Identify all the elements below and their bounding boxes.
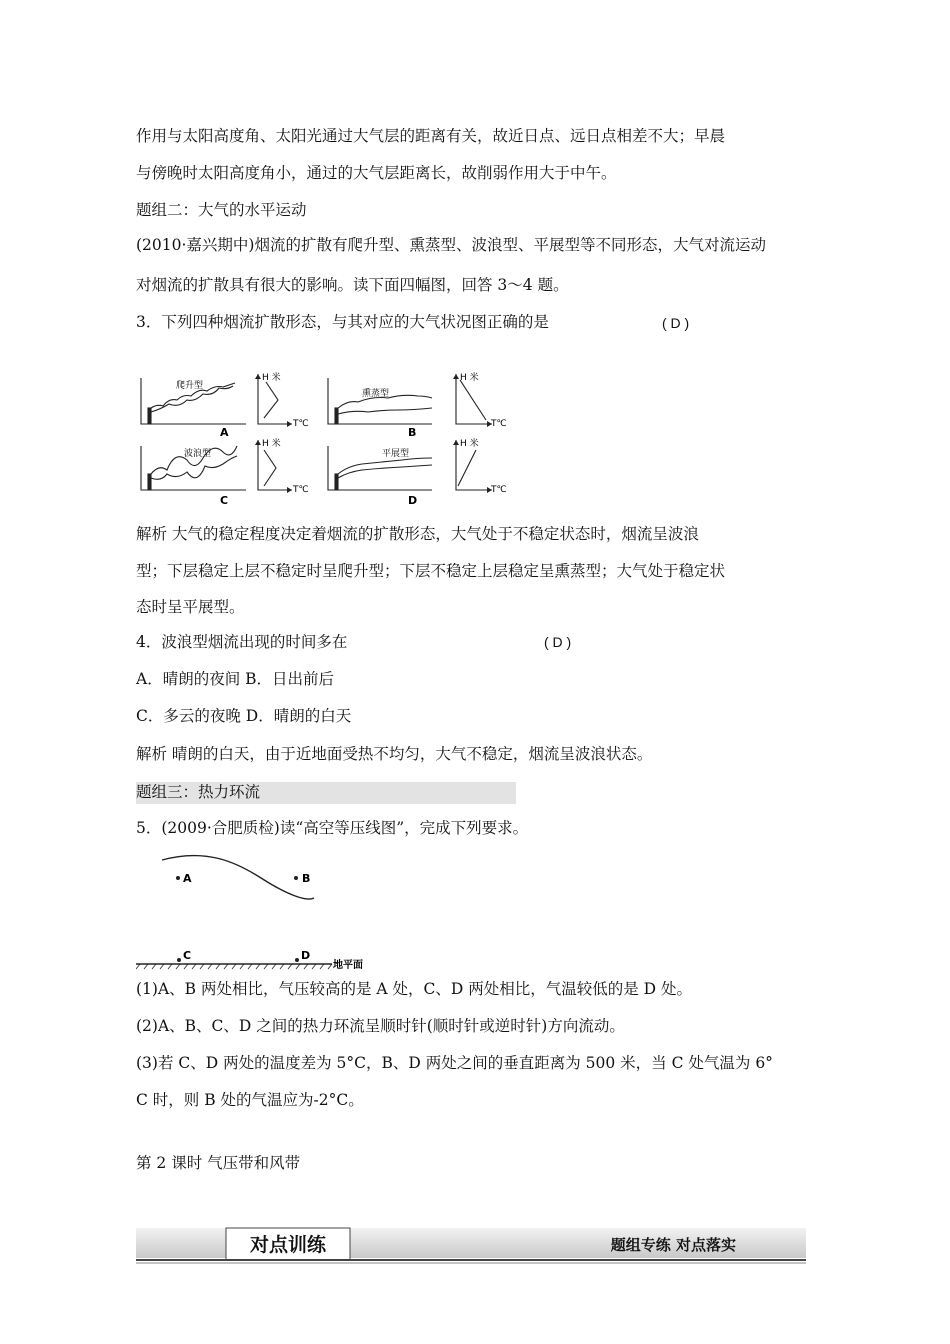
question-3: 3．下列四种烟流扩散形态，与其对应的大气状况图正确的是 (136, 313, 549, 331)
axis-t-label: T℃ (491, 485, 507, 495)
text-line: 作用与太阳高度角、太阳光通过大气层的距离有关，故近日点、远日点相差不大；早晨 (136, 127, 726, 145)
practice-banner (136, 1224, 806, 1264)
answer-4: ( D ) (544, 634, 572, 650)
panel-d-type: 平展型 (382, 449, 410, 459)
panel-d-label: D (408, 494, 418, 507)
axis-h-label: H 米 (460, 373, 479, 383)
analysis-line: 解析 晴朗的白天，由于近地面受热不均匀，大气不稳定，烟流呈波浪状态。 (136, 745, 653, 763)
axis-t-label: T℃ (491, 419, 507, 429)
lesson-title: 第 2 课时 气压带和风带 (136, 1154, 301, 1172)
analysis-line: 解析 大气的稳定程度决定着烟流的扩散形态，大气处于不稳定状态时，烟流呈波浪 (136, 525, 699, 543)
subanswer-3-cont: C 时，则 B 处的气温应为-2°C。 (136, 1091, 364, 1109)
question-4: 4．波浪型烟流出现的时间多在 (136, 633, 348, 651)
subanswer-1: (1)A、B 两处相比，气压较高的是 A 处，C、D 两处相比，气温较低的是 D 处。 (136, 980, 693, 998)
point-c-label: C (183, 949, 192, 962)
axis-h-label: H 米 (262, 439, 281, 449)
axis-t-label: T℃ (293, 419, 309, 429)
subanswer-3: (3)若 C、D 两处的温度差为 5°C，B、D 两处之间的垂直距离为 500 米，当 C 处气温为 6° (136, 1054, 773, 1072)
banner-right-text: 题组专练 对点落实 (610, 1236, 736, 1254)
panel-c-label: C (220, 494, 229, 507)
option-line: C．多云的夜晚 D．晴朗的白天 (136, 707, 352, 725)
text-line: 对烟流的扩散具有很大的影响。读下面四幅图，回答 3～4 题。 (136, 276, 569, 294)
smoke-plume-figure (136, 370, 516, 510)
section-heading: 题组三：热力环流 (136, 783, 261, 801)
section-heading: 题组二：大气的水平运动 (136, 201, 307, 219)
analysis-line: 态时呈平展型。 (136, 598, 245, 616)
panel-a-type: 爬升型 (176, 381, 204, 391)
panel-b-type: 熏蒸型 (362, 389, 390, 399)
point-b-label: B (302, 872, 311, 885)
subanswer-2: (2)A、B、C、D 之间的热力环流呈顺时针(顺时针或逆时针)方向流动。 (136, 1017, 625, 1035)
axis-t-label: T℃ (293, 485, 309, 495)
panel-b-label: B (408, 426, 417, 439)
banner-left-text: 对点训练 (249, 1234, 327, 1256)
analysis-line: 型；下层稳定上层不稳定时呈爬升型；下层不稳定上层稳定呈熏蒸型；大气处于稳定状 (136, 562, 726, 580)
text-line: 与傍晚时太阳高度角小，通过的大气层距离长，故削弱作用大于中午。 (136, 164, 617, 182)
point-d-label: D (301, 949, 311, 962)
ground-label: 地平面 (333, 960, 363, 971)
panel-c-type: 波浪型 (184, 449, 212, 459)
point-a-label: A (183, 872, 192, 885)
isobar-figure (136, 850, 396, 975)
axis-h-label: H 米 (460, 439, 479, 449)
axis-h-label: H 米 (262, 373, 281, 383)
question-5: 5．(2009·合肥质检)读“高空等压线图”，完成下列要求。 (136, 819, 529, 837)
option-line: A．晴朗的夜间 B．日出前后 (136, 670, 335, 688)
text-line: (2010·嘉兴期中)烟流的扩散有爬升型、熏蒸型、波浪型、平展型等不同形态，大气对流运动 (136, 236, 766, 254)
answer-3: ( D ) (662, 315, 690, 331)
panel-a-label: A (220, 426, 229, 439)
